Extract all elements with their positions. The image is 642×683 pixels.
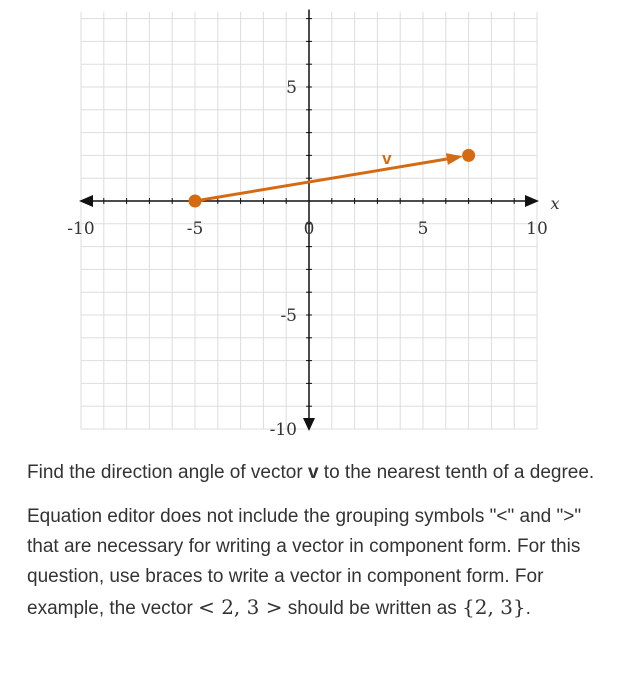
question-text-part: to the nearest tenth of a degree. — [318, 462, 595, 483]
vector-line — [195, 159, 447, 201]
y-tick-label: 5 — [286, 78, 297, 98]
x-tick-label: 0 — [303, 219, 315, 239]
vector-arrowhead — [446, 153, 463, 165]
x-tick-label: 5 — [417, 219, 429, 239]
question-text — [27, 458, 617, 638]
x-tick-label: -10 — [67, 219, 95, 239]
answer-format-math: {2, 3} — [462, 595, 526, 619]
instruction-text: should be written as — [282, 598, 463, 619]
x-axis-variable-label: x — [550, 194, 560, 213]
instruction-text: . — [525, 598, 531, 619]
vector-label: v — [382, 149, 392, 169]
y-tick-label: -5 — [280, 306, 297, 326]
question-paragraph-1 — [27, 458, 617, 488]
y-tick-label: -10 — [269, 420, 297, 440]
vector-end-point — [462, 149, 475, 162]
example-vector-math: < 2, 3 > — [198, 595, 283, 619]
x-tick-label: 10 — [526, 219, 548, 239]
vector-start-point — [189, 195, 202, 208]
instruction-text: Equation editor does not include the grouping symbols "<" and ">" that are necessary for writing a vector in component form. For this question, use braces to write a vector in component form. For example, the vector — [27, 506, 582, 619]
question-text-part: Find the direction angle of vector — [27, 462, 308, 483]
vector-name-bold: v — [307, 462, 319, 483]
question-paragraph-2 — [27, 502, 617, 624]
x-tick-label: -5 — [186, 219, 204, 239]
